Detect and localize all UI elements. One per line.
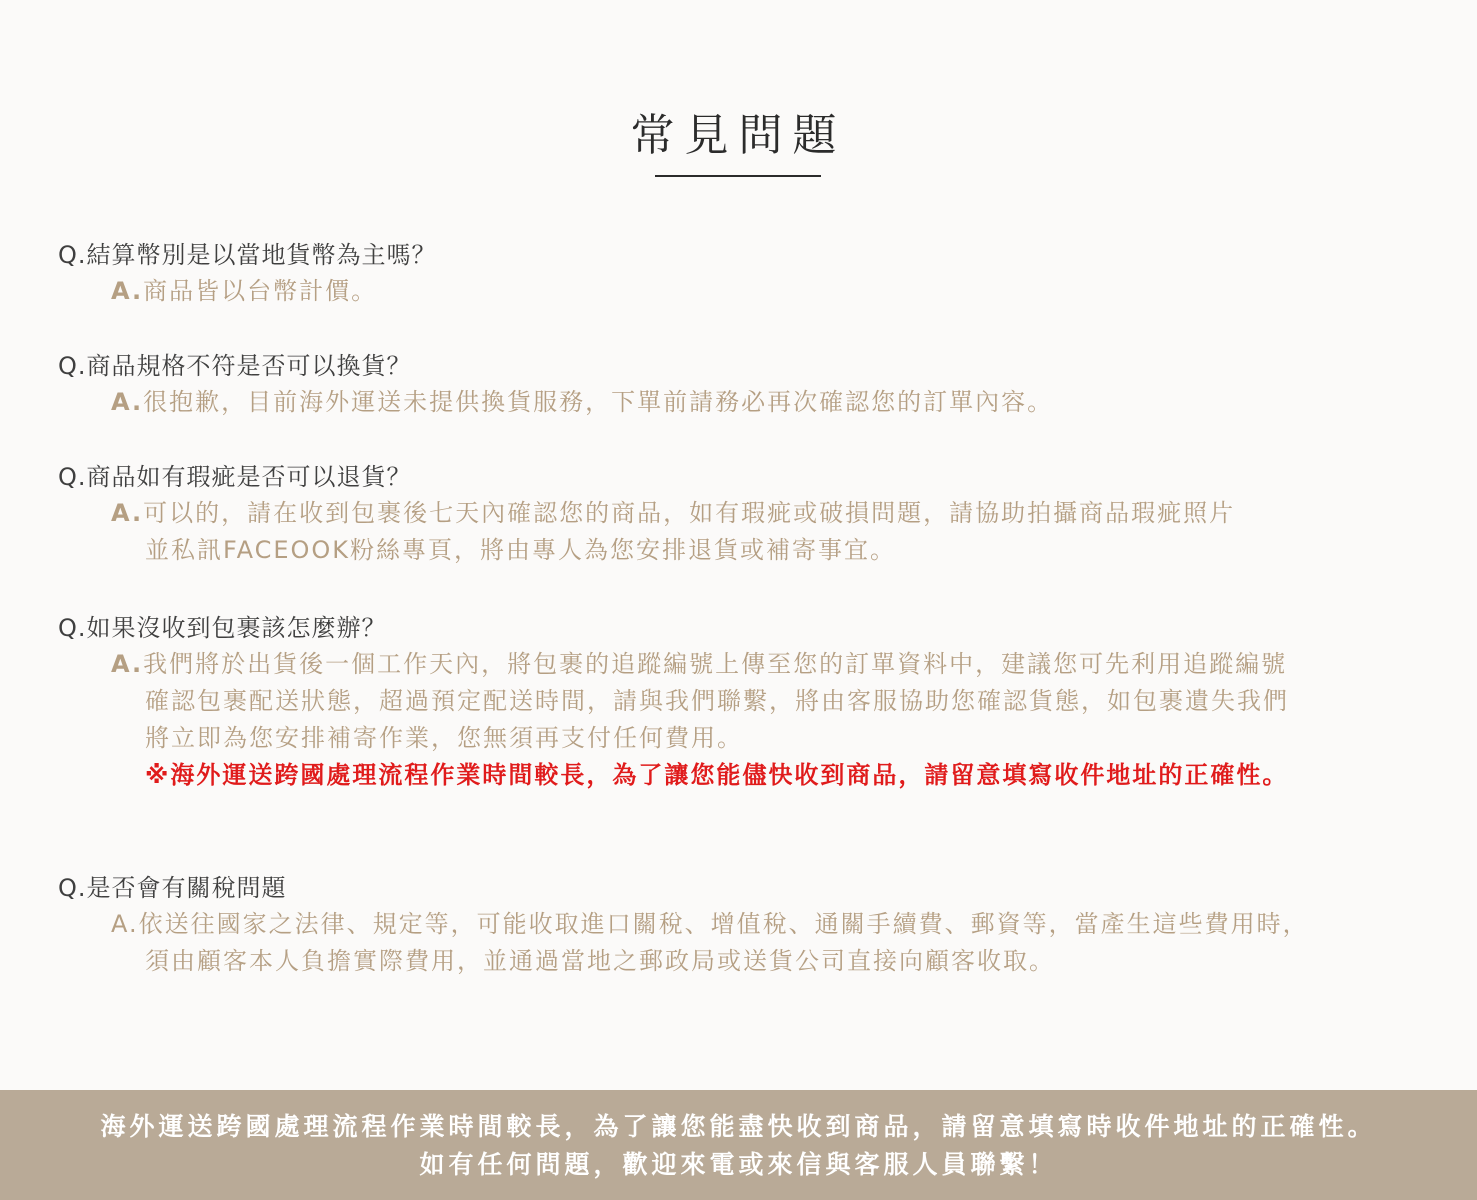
- answer-line: 將立即為您安排補寄作業，您無須再支付任何費用。: [145, 724, 743, 752]
- faq-item: [58, 237, 1458, 310]
- footer-notice: 海外運送跨國處理流程作業時間較長，為了讓您能盡快收到商品，請留意填寫時收件地址的正確性。: [100, 1112, 1377, 1141]
- answer-prefix: A.: [111, 650, 144, 678]
- faq-item: [58, 610, 1458, 794]
- answer-line: 依送往國家之法律、規定等，可能收取進口關稅、增值稅、通關手續費、郵資等，當產生這些費用時，: [138, 910, 1309, 938]
- page-title: 常見問題: [630, 110, 847, 161]
- footer-banner: [0, 1090, 1477, 1200]
- faq-question: Q.商品如有瑕疵是否可以退貨？: [58, 463, 412, 491]
- faq-answer: [111, 495, 1458, 569]
- answer-line: 確認包裹配送狀態，超過預定配送時間，請與我們聯繫，將由客服協助您確認貨態，如包裹遺失我們: [145, 687, 1289, 715]
- footer-contact: 如有任何問題，歡迎來電或來信與客服人員聯繫！: [419, 1150, 1058, 1179]
- answer-line: 並私訊FACEOOK粉絲專頁，將由專人為您安排退貨或補寄事宜。: [145, 536, 897, 564]
- faq-question: Q.如果沒收到包裹該怎麼辦？: [58, 614, 387, 642]
- faq-item: [58, 348, 1458, 421]
- answer-line: 很抱歉，目前海外運送未提供換貨服務，下單前請務必再次確認您的訂單內容。: [143, 388, 1054, 416]
- faq-question: Q.是否會有關稅問題: [58, 874, 287, 902]
- answer-prefix: A.: [111, 388, 144, 416]
- faq-item: [58, 870, 1458, 980]
- answer-line: 須由顧客本人負擔實際費用，並通過當地之郵政局或送貨公司直接向顧客收取。: [145, 947, 1055, 975]
- answer-prefix: A.: [111, 499, 144, 527]
- title-underline: [655, 175, 821, 177]
- faq-item: [58, 459, 1458, 569]
- faq-question: Q.商品規格不符是否可以換貨？: [58, 352, 412, 380]
- answer-line: 可以的，請在收到包裹後七天內確認您的商品，如有瑕疵或破損問題，請協助拍攝商品瑕疵照片: [143, 499, 1236, 527]
- faq-question: Q.結算幣別是以當地貨幣為主嗎？: [58, 241, 437, 269]
- answer-prefix: A.: [111, 910, 139, 938]
- answer-line: 商品皆以台幣計價。: [143, 277, 378, 305]
- faq-answer: [111, 273, 1458, 310]
- warning-note: ※海外運送跨國處理流程作業時間較長，為了讓您能儘快收到商品，請留意填寫收件地址的正確性。: [145, 761, 1289, 789]
- faq-answer: [111, 906, 1458, 980]
- answer-prefix: A.: [111, 277, 144, 305]
- answer-line: 我們將於出貨後一個工作天內，將包裹的追蹤編號上傳至您的訂單資料中，建議您可先利用追蹤編號: [143, 650, 1288, 678]
- faq-answer: [111, 384, 1458, 421]
- faq-answer: [111, 646, 1458, 794]
